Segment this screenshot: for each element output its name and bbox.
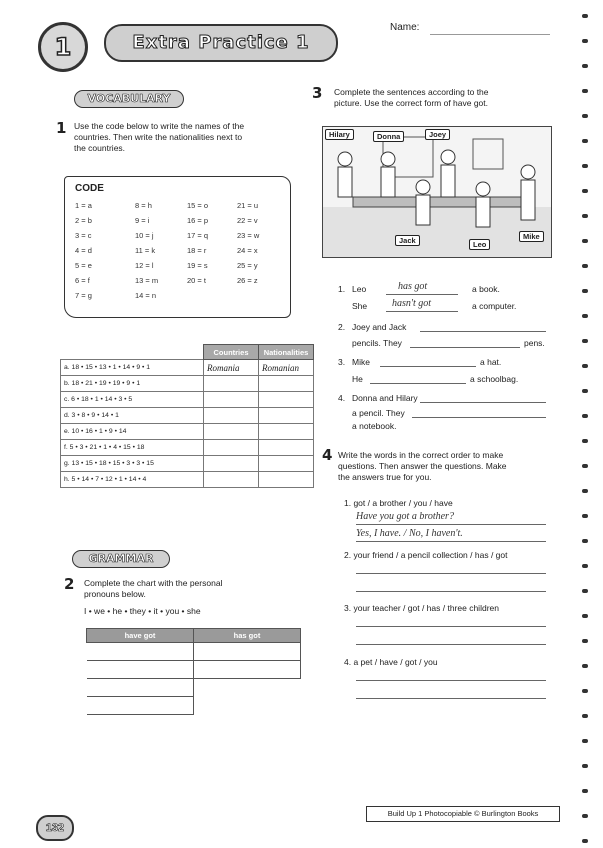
code-box [64, 176, 291, 318]
page-title: Extra Practice 1 [104, 24, 338, 62]
exercise-1-instruction-line-1: Use the code below to write the names of the [74, 121, 245, 131]
pronoun-list: I • we • he • they • it • you • she [84, 606, 201, 616]
exercise-1-instruction-line-3: the countries. [74, 143, 126, 153]
name-line [430, 34, 550, 35]
answer-line[interactable] [356, 680, 546, 681]
binding-hole [582, 164, 588, 168]
classroom-picture [322, 126, 552, 258]
table-row [61, 360, 314, 376]
sentence-3a-subject: Mike [352, 357, 370, 367]
code-cell: 24 = x [237, 246, 258, 255]
binding-hole [582, 114, 588, 118]
table-corner [61, 345, 204, 360]
nationality-answer[interactable] [259, 440, 314, 456]
exercise-4-instruction-line-2: questions. Then answer the questions. Make [338, 461, 507, 471]
pronoun-chart [86, 628, 301, 715]
binding-hole [582, 789, 588, 793]
footer-copyright: Build Up 1 Photocopiable © Burlington Books [366, 806, 560, 822]
binding-hole [582, 14, 588, 18]
answer-line[interactable] [386, 294, 458, 295]
nationality-answer[interactable] [259, 392, 314, 408]
code-cell: 6 = f [75, 276, 90, 285]
chart-cell[interactable] [87, 661, 194, 679]
exercise-1-number: 1 [56, 119, 67, 137]
binding-hole [582, 389, 588, 393]
nationality-answer[interactable] [259, 472, 314, 488]
binding-hole [582, 439, 588, 443]
code-cell: 9 = i [135, 216, 150, 225]
nationality-answer[interactable] [259, 408, 314, 424]
binding-hole [582, 539, 588, 543]
countries-header: Countries [204, 345, 259, 360]
country-answer[interactable] [204, 472, 259, 488]
code-cell: 8 = h [135, 201, 152, 210]
chart-cell[interactable] [87, 679, 194, 697]
sentence-2b-text: pencils. They [352, 338, 402, 348]
classroom-illustration [323, 127, 551, 257]
chart-cell[interactable] [194, 661, 301, 679]
sentence-1a-end: a book. [472, 284, 500, 294]
sentence-1-number: 1. [338, 284, 346, 294]
sentence-1a-answer: has got [398, 281, 428, 292]
code-cell: 1 = a [75, 201, 92, 210]
table-row [61, 392, 314, 408]
binding-hole [582, 64, 588, 68]
binding-hole [582, 364, 588, 368]
code-cell: 25 = y [237, 261, 258, 270]
answer-line[interactable] [370, 383, 466, 384]
code-cell: 23 = w [237, 231, 260, 240]
sentence-3b-subject: He [352, 374, 363, 384]
answer-line[interactable] [380, 366, 476, 367]
binding-hole [582, 339, 588, 343]
exercise-1-instruction-line-2: countries. Then write the nationalities next to [74, 132, 243, 142]
nationality-answer[interactable] [259, 424, 314, 440]
code-cell: 7 = g [75, 291, 92, 300]
binding-hole [582, 714, 588, 718]
table-row [61, 408, 314, 424]
vocabulary-heading: VOCABULARY [74, 90, 184, 108]
chart-cell [194, 679, 301, 697]
binding-hole [582, 214, 588, 218]
label-hilary: Hilary [325, 129, 354, 140]
label-mike: Mike [519, 231, 544, 242]
question-3: 3. your teacher / got / has / three children [344, 603, 499, 613]
exercise-4-instruction-line-1: Write the words in the correct order to make [338, 450, 504, 460]
grammar-heading: GRAMMAR [72, 550, 170, 568]
sentence-4b-text: a pencil. They [352, 408, 405, 418]
binding-hole [582, 614, 588, 618]
binding-hole [582, 739, 588, 743]
sentence-1a-subject: Leo [352, 284, 367, 294]
question-1-answer-1: Have you got a brother? [356, 511, 454, 522]
sentence-4a-subject: Donna and Hilary [352, 393, 418, 403]
code-cell: 16 = p [187, 216, 209, 225]
code-cell: 17 = q [187, 231, 209, 240]
code-cell: 20 = t [187, 276, 206, 285]
sentence-4c-text: a notebook. [352, 421, 397, 431]
binding-hole [582, 139, 588, 143]
answer-line[interactable] [356, 573, 546, 574]
has-got-header: has got [194, 629, 301, 643]
exercise-3-instruction-line-2: picture. Use the correct form of have got. [334, 98, 489, 108]
binding-hole [582, 589, 588, 593]
answer-line[interactable] [356, 524, 546, 525]
question-2: 2. your friend / a pencil collection / has / got [344, 550, 508, 560]
coded-country: g. 13 • 15 • 18 • 15 • 3 • 3 • 15 [61, 456, 204, 472]
binding-hole [582, 314, 588, 318]
exercise-4-instruction-line-3: the answers true for you. [338, 472, 432, 482]
sentence-1b-end: a computer. [472, 301, 517, 311]
country-answer[interactable] [204, 440, 259, 456]
code-cell: 19 = s [187, 261, 208, 270]
exercise-2-number: 2 [64, 575, 75, 593]
binding-hole [582, 89, 588, 93]
coded-country: a. 18 • 15 • 13 • 1 • 14 • 9 • 1 [61, 360, 204, 376]
binding-hole [582, 764, 588, 768]
code-cell: 3 = c [75, 231, 92, 240]
code-cell: 15 = o [187, 201, 209, 210]
coded-country: e. 10 • 16 • 1 • 9 • 14 [61, 424, 204, 440]
answer-line[interactable] [420, 331, 546, 332]
code-cell: 13 = m [135, 276, 159, 285]
sentence-2b-end: pens. [524, 338, 545, 348]
code-cell: 22 = v [237, 216, 258, 225]
exercise-3-number: 3 [312, 84, 323, 102]
answer-line[interactable] [356, 541, 546, 542]
have-got-header: have got [87, 629, 194, 643]
nationality-answer[interactable] [259, 456, 314, 472]
chart-cell[interactable] [194, 643, 301, 661]
code-cell: 2 = b [75, 216, 92, 225]
binding-hole [582, 464, 588, 468]
code-cell: 12 = l [135, 261, 154, 270]
code-cell: 21 = u [237, 201, 259, 210]
question-1: 1. got / a brother / you / have [344, 498, 453, 508]
sentence-1b-subject: She [352, 301, 368, 311]
sentence-1b-answer: hasn't got [392, 298, 432, 309]
sentence-3b-end: a schoolbag. [470, 374, 519, 384]
answer-line[interactable] [412, 417, 546, 418]
binding-hole [582, 814, 588, 818]
country-answer[interactable] [204, 424, 259, 440]
chart-cell [194, 697, 301, 715]
binding-hole [582, 289, 588, 293]
page-number: 132 [36, 815, 74, 841]
exercise-2-instruction-line-2: pronouns below. [84, 589, 146, 599]
answer-line[interactable] [356, 698, 546, 699]
exercise-2-instruction-line-1: Complete the chart with the personal [84, 578, 223, 588]
table-row [61, 376, 314, 392]
exercise-4-number: 4 [322, 446, 333, 464]
binding-hole [582, 189, 588, 193]
coded-country: h. 5 • 14 • 7 • 12 • 1 • 14 • 4 [61, 472, 204, 488]
code-cell: 11 = k [135, 246, 156, 255]
code-cell: 5 = e [75, 261, 92, 270]
country-answer[interactable] [204, 392, 259, 408]
coded-country: c. 6 • 18 • 1 • 14 • 3 • 5 [61, 392, 204, 408]
sentence-3a-end: a hat. [480, 357, 502, 367]
binding-hole [582, 564, 588, 568]
coded-country: b. 18 • 21 • 19 • 19 • 9 • 1 [61, 376, 204, 392]
table-row [61, 440, 314, 456]
countries-table [60, 344, 314, 488]
question-4: 4. a pet / have / got / you [344, 657, 438, 667]
exercise-3-instruction-line-1: Complete the sentences according to the [334, 87, 489, 97]
nationalities-header: Nationalities [259, 345, 314, 360]
binding-hole [582, 489, 588, 493]
label-leo: Leo [469, 239, 490, 250]
country-answer[interactable] [204, 456, 259, 472]
coded-country: f. 5 • 3 • 21 • 1 • 4 • 15 • 18 [61, 440, 204, 456]
unit-number-badge: 1 [38, 22, 88, 72]
chart-cell[interactable] [87, 643, 194, 661]
coded-country: d. 3 • 8 • 9 • 14 • 1 [61, 408, 204, 424]
binding-hole [582, 664, 588, 668]
answer-line[interactable] [356, 644, 546, 645]
code-title: CODE [75, 183, 104, 194]
question-1-answer-2: Yes, I have. / No, I haven't. [356, 528, 463, 539]
answer-line[interactable] [410, 347, 520, 348]
code-cell: 4 = d [75, 246, 92, 255]
country-answer[interactable] [204, 408, 259, 424]
code-cell: 14 = n [135, 291, 157, 300]
binding-hole [582, 414, 588, 418]
sentence-3-number: 3. [338, 357, 346, 367]
binding-hole [582, 639, 588, 643]
nationality-answer[interactable]: Romanian [259, 360, 314, 376]
answer-line[interactable] [356, 591, 546, 592]
label-joey: Joey [425, 129, 450, 140]
name-label: Name: [390, 22, 420, 33]
answer-line[interactable] [386, 311, 458, 312]
country-answer[interactable]: Romania [204, 360, 259, 376]
sentence-4-number: 4. [338, 393, 346, 403]
sentence-2-number: 2. [338, 322, 346, 332]
nationality-answer[interactable] [259, 376, 314, 392]
code-cell: 26 = z [237, 276, 258, 285]
sentence-2a-subject: Joey and Jack [352, 322, 407, 332]
binding-hole [582, 514, 588, 518]
binding-hole [582, 239, 588, 243]
code-cell: 18 = r [187, 246, 207, 255]
answer-line[interactable] [420, 402, 546, 403]
table-row [61, 424, 314, 440]
code-cell: 10 = j [135, 231, 154, 240]
country-answer[interactable] [204, 376, 259, 392]
label-jack: Jack [395, 235, 420, 246]
binding-hole [582, 839, 588, 843]
binding-hole [582, 264, 588, 268]
answer-line[interactable] [356, 626, 546, 627]
binding-hole [582, 39, 588, 43]
label-donna: Donna [373, 131, 404, 142]
table-row [61, 456, 314, 472]
binding-hole [582, 689, 588, 693]
table-row [61, 472, 314, 488]
chart-cell[interactable] [87, 697, 194, 715]
